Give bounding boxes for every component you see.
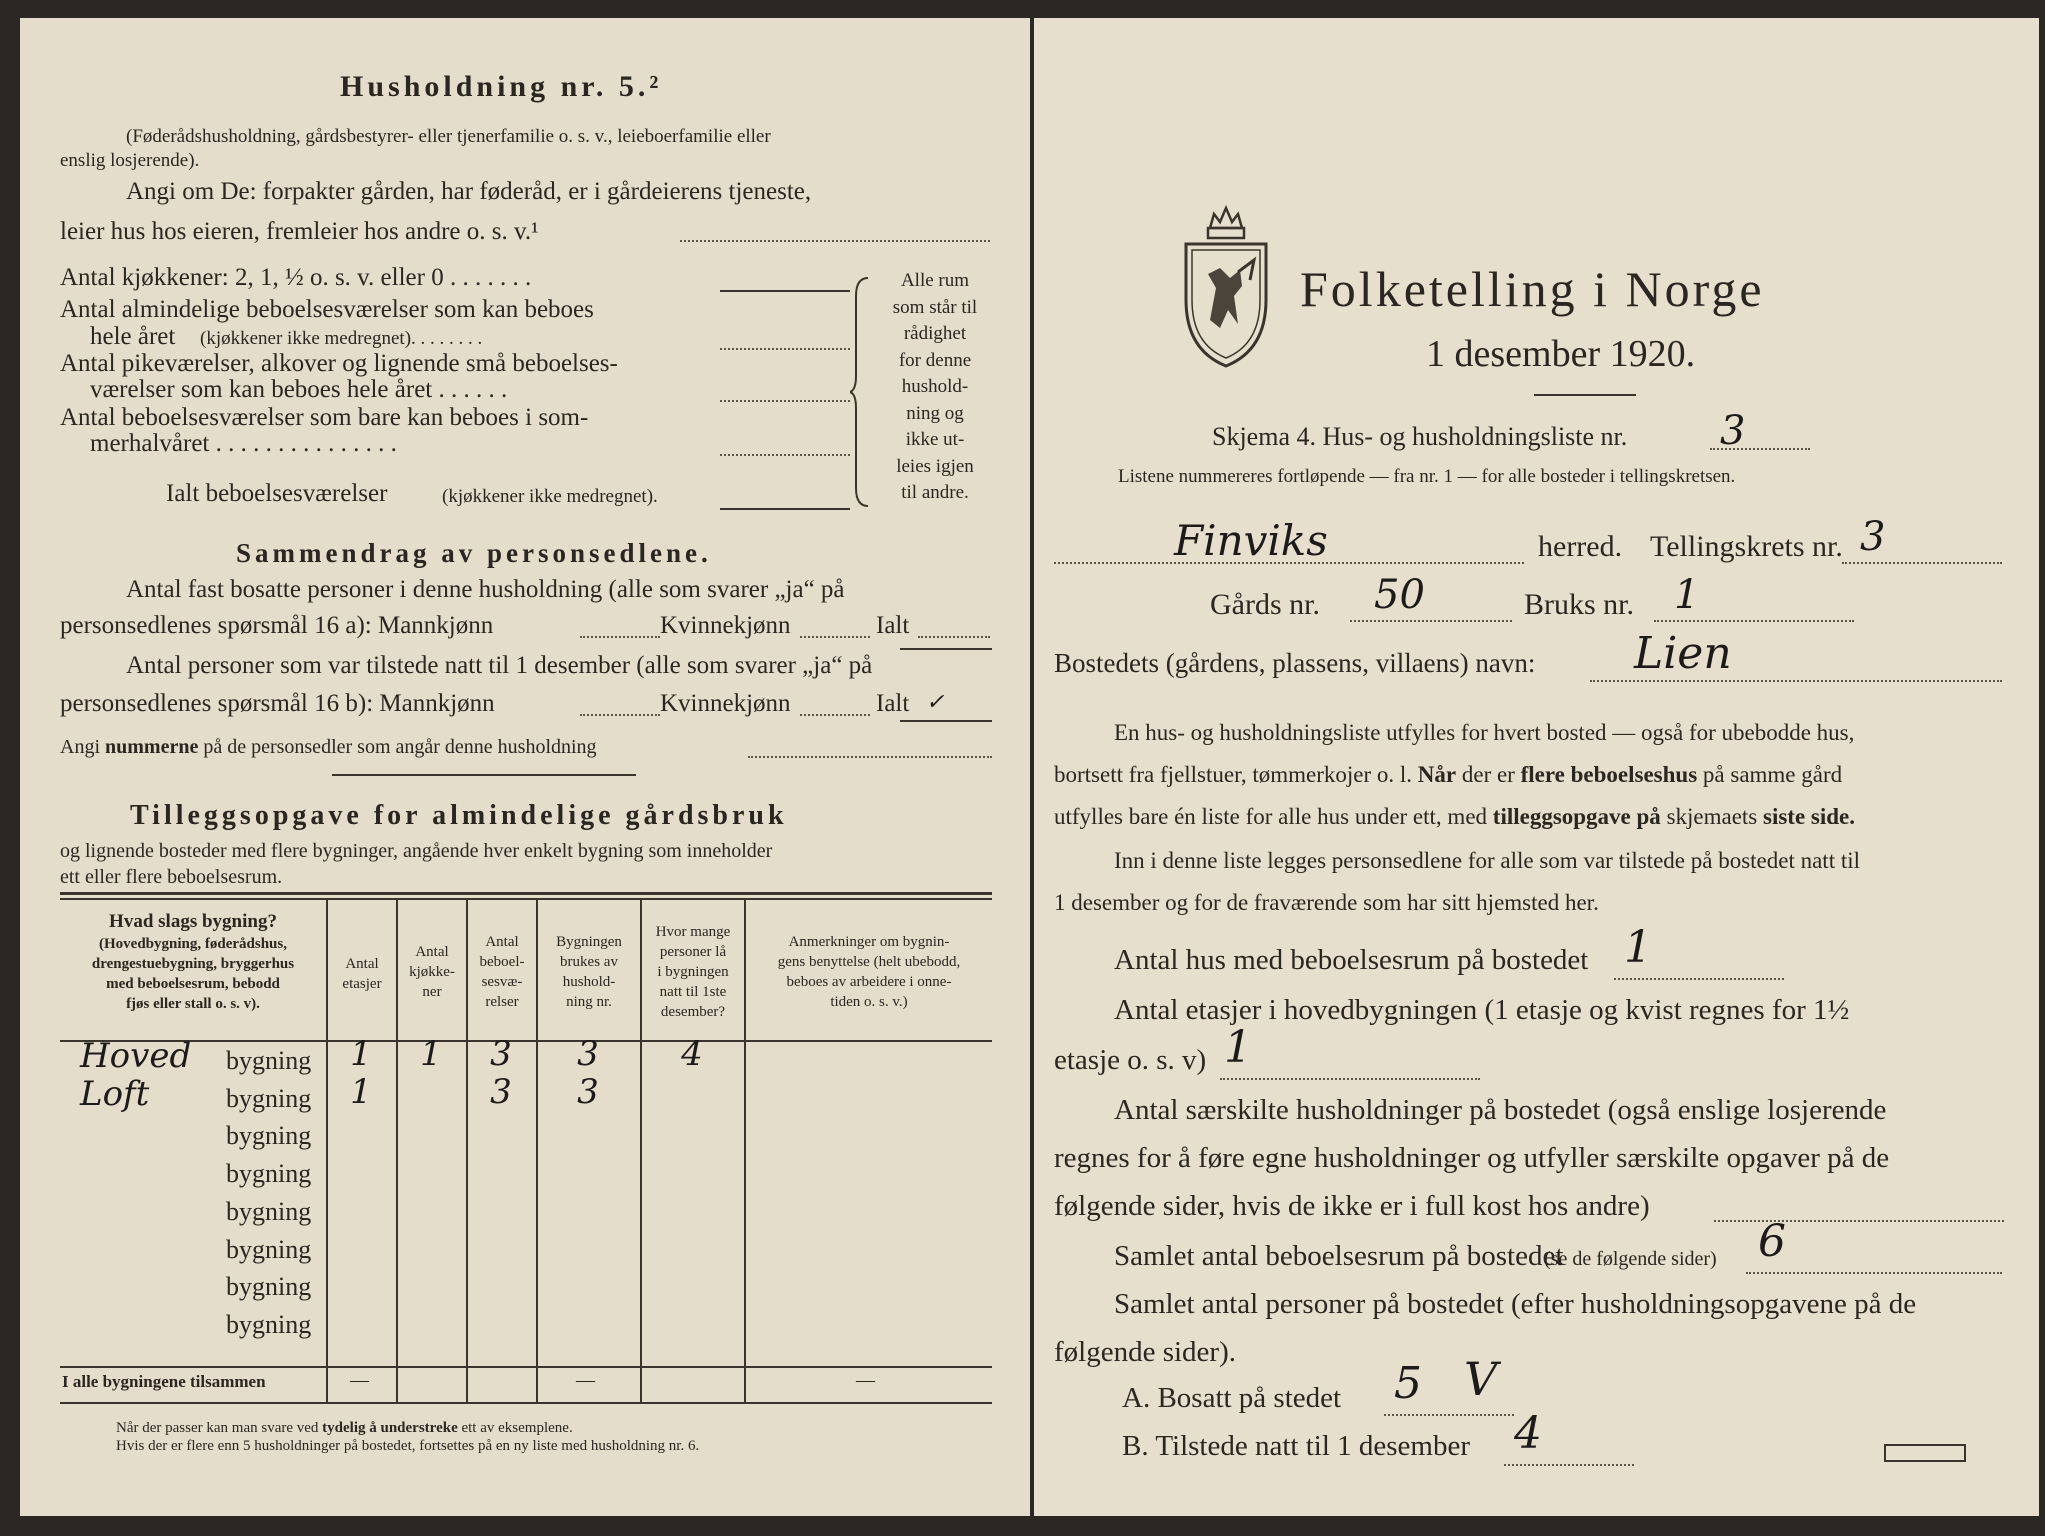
total-dash: — [350, 1370, 369, 1391]
b-kvinne-label: Kvinnekjønn [660, 690, 791, 717]
angi-nummerne-line [60, 736, 597, 759]
bostedet-line [1590, 680, 2002, 682]
bruks-label: Bruks nr. [1524, 588, 1635, 621]
total-label: I alle bygningene tilsammen [62, 1372, 266, 1391]
total-dash: — [856, 1370, 875, 1391]
rooms-pike-1: Antal pikeværelser, alkover og lignende små beboelses- [60, 350, 618, 377]
col-header-kjokkener [398, 942, 466, 1002]
rooms-sommer-2: merhalvåret . . . . . . . . . . . . . . . [90, 430, 397, 457]
bostedet-value: Lien [1634, 628, 1732, 679]
cell-kjokkener: 1 [420, 1034, 442, 1074]
instr-5: 1 desember og for de fraværende som har sitt hjemsted her. [1054, 890, 1599, 915]
bracket-note-line: hushold- [901, 376, 969, 397]
a-ialt-answer [918, 636, 990, 638]
building-name: Loft [80, 1073, 150, 1114]
table-top-border [60, 892, 992, 895]
bracket-note [870, 268, 1000, 507]
a-ialt-underline [900, 648, 992, 650]
col-header-line: Antal [345, 956, 379, 972]
bygning-label: bygning [226, 1083, 312, 1113]
a-label: A. Bosatt på stedet [1122, 1382, 1342, 1414]
rooms-sommer-1: Antal beboelsesværelser som bare kan beboes i som- [60, 404, 589, 431]
bruks-value: 1 [1674, 572, 1700, 618]
skjema-nr-line [1710, 448, 1810, 450]
rooms-ialt-answer [720, 508, 850, 510]
tillegg-sub-2: ett eller flere beboelsesrum. [60, 866, 283, 888]
col-header-hvad [64, 910, 322, 1014]
bracket-note-line: leies igjen [896, 455, 974, 477]
instr-4: Inn i denne liste legges personsedlene for alle som var tilstede på bostedet natt til [1114, 848, 1861, 873]
cell-etasjer: 1 [350, 1034, 372, 1074]
total-dash: — [576, 1370, 595, 1391]
angi-line-2: leier hus hos eieren, fremleier hos andre o. s. v.¹ [60, 218, 539, 245]
bygning-label: bygning [226, 1121, 312, 1151]
household-subtitle-2: enslig losjerende). [60, 150, 200, 171]
instr-2d: flere beboelseshus [1520, 762, 1698, 787]
samlet-pers-1: Samlet antal personer på bostedet (efter husholdningsopgavene på de [1114, 1288, 1917, 1320]
etasjer-label-1: Antal etasjer i hovedbygningen (1 etasje og kvist regnes for 1½ [1114, 994, 1850, 1026]
col-header-line: Antal [415, 944, 449, 960]
sammendrag-b-2: personsedlenes spørsmål 16 b): Mannkjønn [60, 690, 495, 717]
col-header-line: kjøkke- [409, 964, 455, 980]
col-header-line: Hvor mange [655, 924, 731, 940]
bostedet-label: Bostedets (gårdens, plassens, villaens) navn: [1054, 648, 1536, 678]
rooms-almindelige-2: hele året [90, 323, 176, 350]
etasjer-line [1220, 1078, 1480, 1080]
instr-3 [1054, 804, 1855, 830]
section-divider [332, 774, 636, 776]
sammendrag-a-1: Antal fast bosatte personer i denne husholdning (alle som svarer „ja“ på [126, 576, 845, 603]
sammendrag-b-1: Antal personer som var tilstede natt til 1 desember (alle som svarer „ja“ på [126, 652, 873, 679]
footnote-2: Hvis der er flere enn 5 husholdninger på bostedet, fortsettes på en ny liste med husholdning nr. 6. [116, 1438, 700, 1454]
col-header-line: i bygningen [657, 964, 729, 980]
col-header-line: drengestuebygning, bryggerhus [91, 956, 295, 972]
skjema-label: Skjema 4. Hus- og husholdningsliste nr. [1212, 422, 1628, 451]
instr-2a: bortsett fra fjellstuer, tømmerkojer o. l. [1054, 762, 1413, 787]
instr-3d: siste side. [1763, 804, 1856, 829]
bygning-label: bygning [226, 1159, 312, 1189]
angi-word: Angi [60, 736, 100, 758]
sarskilte-3: følgende sider, hvis de ikke er i full kost hos andre) [1054, 1190, 1650, 1222]
a-check: V [1464, 1352, 1498, 1406]
cell-etasjer: 1 [350, 1071, 372, 1112]
instr-3a: utfylles bare én liste for alle hus under ett, med [1054, 804, 1488, 829]
bracket-note-line: rådighet [903, 323, 967, 344]
instr-2e: på samme gård [1702, 762, 1843, 787]
census-date: 1 desember 1920. [1426, 333, 1696, 375]
col-header-line: beboes av arbeidere i onne- [786, 974, 952, 990]
col-header-line: personer lå [659, 944, 727, 960]
col-header-line: etasjer [342, 976, 382, 992]
col-header-line: Bygningen [556, 934, 622, 950]
cell-personer: 4 [681, 1034, 703, 1074]
a-line [1384, 1414, 1514, 1416]
sammendrag-a-2: personsedlenes spørsmål 16 a): Mannkjønn [60, 612, 494, 639]
col-header-brukes [538, 932, 640, 1012]
bygning-label: bygning [226, 1046, 312, 1075]
household-title: Husholdning nr. 5.² [340, 70, 663, 103]
b-ialt-value: ✓ [926, 690, 945, 715]
table-top-border-2 [60, 898, 992, 900]
instr-3c: skjemaets [1666, 804, 1758, 829]
col-header-line: Anmerkninger om bygnin- [788, 934, 950, 950]
a-value: 5 [1394, 1358, 1422, 1409]
table-bottom-border [60, 1402, 992, 1404]
col-header-line: ning nr. [566, 994, 612, 1010]
b-mann-answer [580, 714, 660, 716]
table-total-top [60, 1366, 992, 1368]
rooms-almindelige-note: (kjøkkener ikke medregnet). . . . . . . . [200, 328, 483, 349]
cell-brukes: 3 [577, 1034, 599, 1074]
footnote-1-text: Når der passer kan man svare ved [116, 1420, 319, 1436]
tillegg-title: Tilleggsopgave for almindelige gårdsbruk [130, 800, 788, 831]
col-header-line: tiden o. s. v.) [830, 994, 908, 1010]
angi-answer-line [680, 240, 990, 242]
col-header-line: desember? [660, 1004, 726, 1020]
col-header-line: Antal [485, 934, 519, 950]
title-divider [1534, 394, 1636, 396]
main-title: Folketelling i Norge [1300, 261, 1765, 317]
etasjer-label-2: etasje o. s. v) [1054, 1044, 1207, 1076]
printer-stamp [1884, 1444, 1966, 1462]
gards-label: Gårds nr. [1210, 588, 1320, 621]
etasjer-value: 1 [1224, 1022, 1252, 1073]
gards-line [1350, 620, 1512, 622]
col-header-line: natt til 1ste [659, 984, 727, 1000]
bracket-note-line: ikke ut- [905, 429, 965, 450]
col-header-hvad-title: Hvad slags bygning? [109, 911, 277, 932]
rooms-ialt: Ialt beboelsesværelser [166, 480, 388, 507]
b-value: 4 [1514, 1408, 1542, 1459]
a-kvinne-label: Kvinnekjønn [660, 612, 791, 639]
right-page [1034, 18, 2039, 1516]
household-subtitle-1: (Føderådshusholdning, gårdsbestyrer- eller tjenerfamilie o. s. v., leieboerfamilie eller [126, 126, 771, 147]
rooms-almindelige-answer [720, 348, 850, 350]
a-ialt-label: Ialt [876, 612, 910, 639]
instr-2b: Når [1417, 762, 1457, 787]
building-name: Hoved [80, 1036, 192, 1076]
angi-line-1: Angi om De: forpakter gården, har føderåd, er i gårdeierens tjeneste, [126, 178, 812, 205]
left-page [20, 18, 1030, 1516]
bracket-note-line: til andre. [901, 482, 969, 503]
samlet-rum-label: Samlet antal beboelsesrum på bostedet [1114, 1240, 1564, 1272]
rooms-almindelige-1: Antal almindelige beboelsesværelser som kan beboes [60, 296, 594, 323]
angi-rest: på de personsedler som angår denne husholdning [203, 736, 597, 758]
nummerne-word: nummerne [105, 736, 199, 758]
rooms-kjokkener: Antal kjøkkener: 2, 1, ½ o. s. v. eller 0 . . . . . . . [60, 264, 532, 291]
instr-2 [1054, 762, 1842, 788]
footnote-1-bold: tydelig å understreke [322, 1420, 458, 1436]
col-header-line: gens benyttelse (helt ubebodd, [777, 954, 961, 970]
rooms-pike-2: værelser som kan beboes hele året . . . . . . [90, 376, 508, 403]
hus-line [1614, 978, 1784, 980]
b-kvinne-answer [800, 714, 870, 716]
instr-1: En hus- og husholdningsliste utfylles for hvert bosted — også for ubebodde hus, [1114, 720, 1855, 745]
bygning-label: bygning [226, 1309, 312, 1339]
bruks-line [1654, 620, 1854, 622]
bracket-note-line: Alle rum [900, 270, 970, 291]
col-header-line: relser [485, 994, 519, 1010]
b-line [1504, 1464, 1634, 1466]
sammendrag-title: Sammendrag av personsedlene. [236, 538, 712, 568]
col-header-line: beboel- [479, 954, 525, 970]
bracket-note-line: som står til [892, 296, 978, 318]
cell-brukes: 3 [577, 1071, 599, 1112]
rooms-pike-answer [720, 400, 850, 402]
col-header-anmerkninger [746, 932, 992, 1012]
angi-nummerne-answer [748, 756, 992, 758]
footnote-1-rest: ett av eksemplene. [461, 1420, 573, 1436]
coat-of-arms-icon [1180, 200, 1272, 370]
instr-3b: tilleggsopgave på [1492, 804, 1661, 829]
tellingskrets-label: Tellingskrets nr. [1650, 530, 1843, 563]
bygning-label: bygning [226, 1196, 312, 1226]
col-header-line: ner [422, 984, 442, 1000]
samlet-rum-value: 6 [1758, 1216, 1786, 1267]
b-ialt-label: Ialt [876, 690, 910, 717]
skjema-nr-value: 3 [1720, 408, 1746, 454]
herred-value: Finviks [1174, 516, 1328, 565]
cell-beboelses: 3 [490, 1034, 512, 1074]
listene-note: Listene nummereres fortløpende — fra nr. 1 — for alle bosteder i tellingskretsen. [1118, 466, 1736, 487]
tellingskrets-value: 3 [1860, 514, 1886, 560]
a-mann-answer [580, 636, 660, 638]
b-ialt-underline [900, 720, 992, 722]
col-header-line: (Hovedbygning, føderådshus, [99, 936, 287, 952]
tellingskrets-line [1842, 562, 2002, 564]
col-header-line: fjøs eller stall o. s. v). [126, 996, 260, 1012]
sarskilte-2: regnes for å føre egne husholdninger og utfyller særskilte opgaver på de [1054, 1142, 1890, 1174]
col-header-etasjer [328, 954, 396, 994]
a-kvinne-answer [800, 636, 870, 638]
gards-value: 50 [1374, 572, 1425, 618]
herred-label: herred. [1538, 530, 1623, 563]
tillegg-sub-1: og lignende bosteder med flere bygninger, angående hver enkelt bygning som inneholder [60, 840, 773, 862]
rooms-sommer-answer [720, 454, 850, 456]
bracket-note-line: for denne [898, 349, 972, 371]
bygning-label: bygning [226, 1234, 312, 1264]
rooms-kjokkener-answer [720, 290, 850, 292]
hus-label: Antal hus med beboelsesrum på bostedet [1114, 944, 1589, 976]
herred-line [1054, 562, 1524, 564]
hus-value: 1 [1624, 922, 1652, 973]
col-header-line: hushold- [562, 974, 616, 990]
col-header-personer [642, 922, 744, 1022]
b-label: B. Tilstede natt til 1 desember [1122, 1430, 1470, 1462]
col-header-beboelses [468, 932, 536, 1012]
bygning-label: bygning [226, 1272, 312, 1302]
col-header-line: sesvæ- [481, 974, 523, 990]
samlet-pers-2: følgende sider). [1054, 1336, 1236, 1368]
footnote-1 [116, 1420, 573, 1437]
samlet-rum-note: (se de følgende sider) [1544, 1248, 1717, 1270]
sarskilte-1: Antal særskilte husholdninger på bostedet (også enslige losjerende [1114, 1094, 1887, 1126]
cell-beboelses: 3 [490, 1071, 512, 1112]
col-header-line: brukes av [560, 954, 618, 970]
col-header-line: med beboelsesrum, bebodd [106, 976, 280, 992]
rooms-ialt-note: (kjøkkener ikke medregnet). [442, 486, 658, 507]
instr-2c: der er [1461, 762, 1515, 787]
bracket-note-line: ning og [906, 402, 964, 424]
samlet-rum-line [1746, 1272, 2002, 1274]
